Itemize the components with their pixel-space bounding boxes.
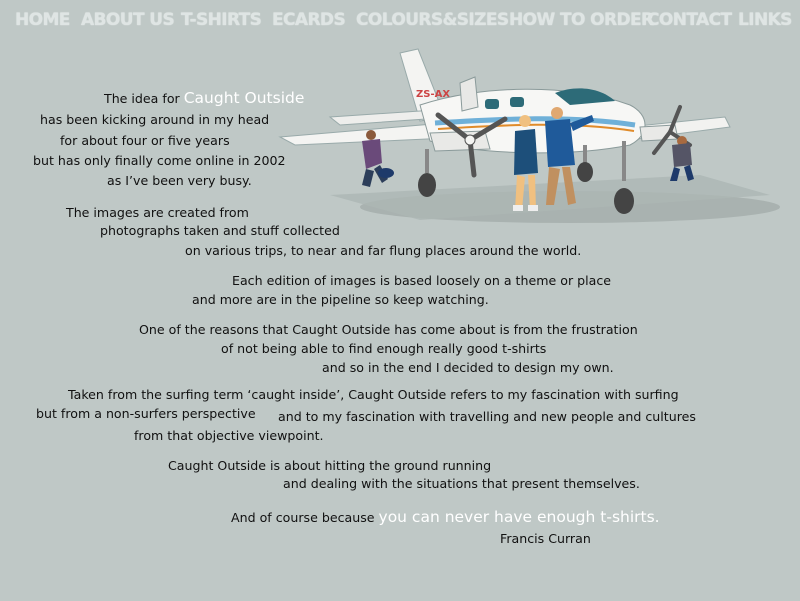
p5-line-3: from that objective viewpoint. [134,428,324,443]
p4-line-2: of not being able to find enough really good t-shirts [221,341,547,356]
nav-ecards[interactable]: ECARDS [272,10,346,30]
intro-line-3: for about four or five years [60,133,230,148]
p2-line-3: on various trips, to near and far flung places around the world. [185,243,582,258]
nav-t-shirts[interactable]: T-SHIRTS [181,10,262,30]
intro-text: The idea for [104,91,184,106]
signature: Francis Curran [500,531,591,546]
nav-how-to-order[interactable]: HOW TO ORDER [509,10,654,30]
p2-line-2: photographs taken and stuff collected [100,223,340,238]
nav-home[interactable]: HOME [15,10,70,30]
aircraft-illustration [270,45,790,230]
cabin-window-1 [510,97,524,107]
nav-colours-sizes[interactable]: COLOURS&SIZES [356,10,509,30]
nav-about-us[interactable]: ABOUT US [81,10,175,30]
open-door [460,77,478,111]
p2-line-1: The images are created from [66,205,249,220]
p7-line-1 [231,509,660,526]
nav-links[interactable]: LINKS [738,10,792,30]
main-nav [0,10,800,34]
intro-line-4: but has only finally come online in 2002 [33,153,286,168]
plane-registration: ZS-AX [416,89,451,100]
brand-highlight: Caught Outside [183,89,305,107]
person-right-mechanic [670,136,694,181]
p3-line-1: Each edition of images is based loosely on a theme or place [232,273,612,288]
intro-line-1 [104,90,304,107]
p6-line-1: Caught Outside is about hitting the ground running [168,458,492,473]
intro-line-2: has been kicking around in my head [40,112,270,127]
cabin-window-2 [485,99,499,109]
p4-line-3: and so in the end I decided to design my own. [322,360,614,375]
p3-line-2: and more are in the pipeline so keep watching. [192,292,489,307]
closing-highlight: you can never have enough t-shirts. [378,508,660,526]
p5-line-2b: and to my fascination with travelling and new people and cultures [278,409,696,424]
p4-line-1: One of the reasons that Caught Outside has come about is from the frustration [139,322,638,337]
intro-line-5: as I’ve been very busy. [107,173,252,188]
nav-contact[interactable]: CONTACT [647,10,732,30]
p5-line-2a: but from a non-surfers perspective [36,406,256,421]
p5-line-1: Taken from the surfing term ‘caught inside’, Caught Outside refers to my fascination with surfing [68,387,679,402]
p6-line-2: and dealing with the situations that present themselves. [283,476,640,491]
closing-text: And of course because [231,510,379,525]
